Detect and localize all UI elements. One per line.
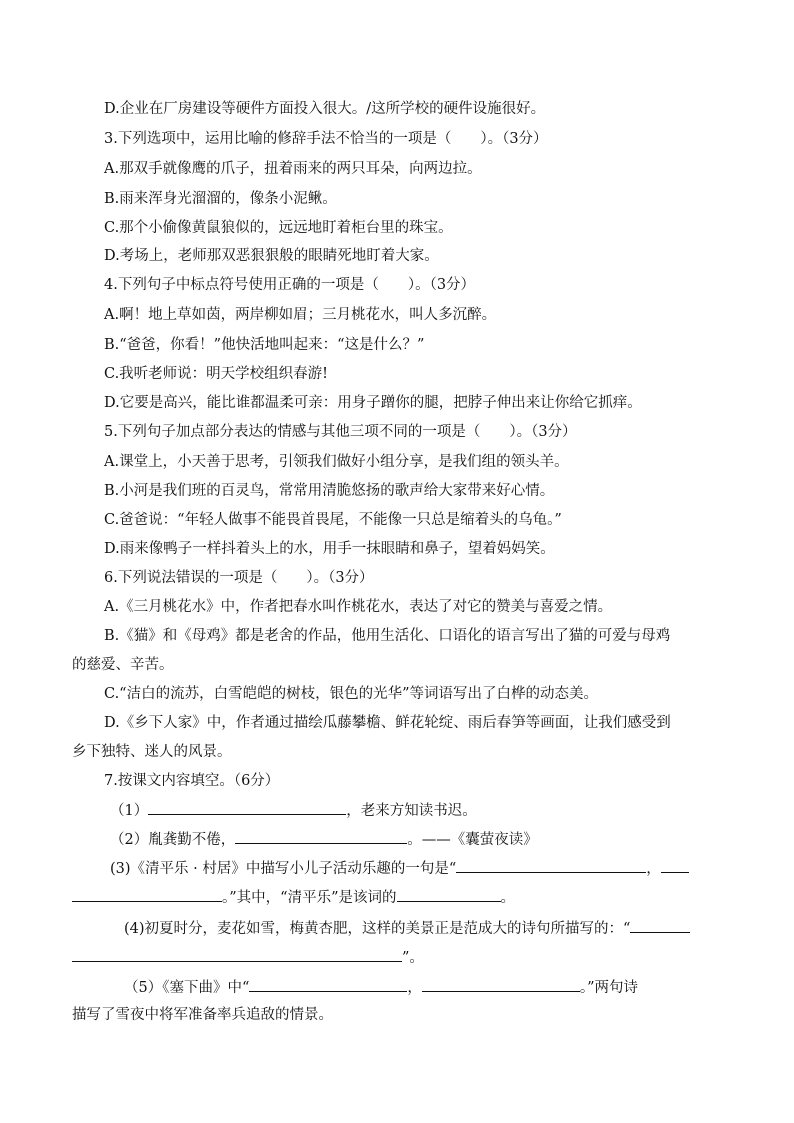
question-5: 5.下列句子加点部分表达的情感与其他三项不同的一项是（ ）。（3分） [104, 424, 577, 440]
fill-3-mid: 。”其中，“清平乐”是该词的 [222, 890, 397, 906]
option-a-q3: A.那双手就像鹰的爪子，扭着雨来的两只耳朵，向两边拉。 [104, 161, 482, 177]
answer-blank-4a[interactable] [630, 918, 690, 933]
answer-blank-3b[interactable] [661, 858, 689, 873]
fill-item-3 [110, 858, 689, 879]
fill-item-3-cont [72, 887, 515, 908]
option-b-q4: B.“爸爸，你看！”他快活地叫起来：“这是什么？” [104, 337, 425, 353]
option-b-q6-cont: 的慈爱、辛苦。 [72, 657, 174, 673]
option-d-q6: D.《乡下人家》中，作者通过描绘瓜藤攀檐、鲜花轮绽、雨后春笋等画面，让我们感受到 [104, 715, 671, 731]
answer-blank-3d[interactable] [397, 887, 501, 902]
answer-blank-3c[interactable] [72, 887, 222, 902]
fill-2-prefix: （2）胤龚勤不倦， [110, 832, 236, 848]
answer-blank-2[interactable] [235, 829, 407, 844]
option-c-q6: C.“洁白的流苏，白雪皑皑的树枝，银色的光华”等词语写出了白桦的动态美。 [104, 686, 599, 702]
question-6: 6.下列说法错误的一项是（ ）。（3分） [104, 570, 374, 586]
fill-4-text: (4)初夏时分，麦花如雪，梅黄杏肥，这样的美景正是范成大的诗句所描写的：“ [124, 921, 631, 937]
option-c-q3: C.那个小偷像黄鼠狼似的，远远地盯着柜台里的珠宝。 [104, 220, 453, 236]
option-b-q6: B.《猫》和《母鸡》都是老舍的作品，他用生活化、口语化的语言写出了猫的可爱与母鸡 [104, 628, 671, 644]
fill-item-5-cont: 描写了雪夜中将军准备率兵追敌的情景。 [72, 1007, 333, 1023]
option-a-q4: A.啊！地上草如茵，两岸柳如眉；三月桃花水，叫人多沉醉。 [104, 307, 497, 323]
fill-5-comma: ， [407, 980, 422, 996]
fill-item-4-cont [72, 947, 424, 968]
fill-5-prefix: （5）《塞下曲》中“ [124, 980, 250, 996]
question-4: 4.下列句子中标点符号使用正确的一项是（ ）。（3分） [104, 277, 476, 293]
fill-4-end: ”。 [402, 950, 424, 966]
option-d-q3: D.考场上，老师那双恶狠狠般的眼睛死地盯着大家。 [104, 248, 439, 264]
fill-1-prefix: （1） [110, 803, 149, 819]
fill-item-1 [110, 800, 477, 821]
option-d-q2: D.企业在厂房建设等硬件方面投入很大。/这所学校的硬件设施很好。 [104, 101, 546, 117]
answer-blank-4b[interactable] [72, 947, 402, 962]
fill-item-4 [124, 918, 690, 939]
fill-3-end: 。 [500, 890, 515, 906]
option-c-q4: C.我听老师说：明天学校组织春游! [104, 366, 329, 382]
fill-1-suffix: ，老来方知读书迟。 [346, 803, 477, 819]
question-3: 3.下列选项中，运用比喻的修辞手法不恰当的一项是（ ）。（3分） [104, 131, 548, 147]
answer-blank-3a[interactable] [456, 858, 646, 873]
option-d-q5: D.雨来像鸭子一样抖着头上的水，用手一抹眼睛和鼻子，望着妈妈笑。 [104, 541, 555, 557]
fill-3-prefix: (3)《清平乐 · 村居》中描写小儿子活动乐趣的一句是“ [110, 861, 457, 877]
option-d-q6-cont: 乡下独特、迷人的风景。 [72, 744, 232, 760]
option-a-q6: A.《三月桃花水》中，作者把春水叫作桃花水，表达了对它的赞美与喜爱之情。 [104, 599, 613, 615]
option-c-q5: C.爸爸说：“年轻人做事不能畏首畏尾，不能像一只总是缩着头的乌龟。” [104, 512, 562, 528]
fill-2-suffix: 。——《囊萤夜读》 [407, 832, 538, 848]
fill-5-suffix: 。”两句诗 [579, 980, 639, 996]
fill-3-comma: ， [646, 861, 661, 877]
option-d-q4: D.它要是高兴，能比谁都温柔可亲：用身子蹭你的腿，把脖子伸出来让你给它抓痒。 [104, 395, 642, 411]
fill-item-2 [110, 829, 538, 850]
answer-blank-1[interactable] [148, 800, 346, 815]
option-a-q5: A.课堂上，小天善于思考，引领我们做好小组分享，是我们组的领头羊。 [104, 454, 569, 470]
option-b-q5: B.小河是我们班的百灵鸟，常常用清脆悠扬的歌声给大家带来好心情。 [104, 483, 555, 499]
question-7: 7.按课文内容填空。（6分） [104, 773, 280, 789]
fill-item-5 [124, 977, 638, 998]
answer-blank-5b[interactable] [422, 977, 580, 992]
option-b-q3: B.雨来浑身光溜溜的，像条小泥鳅。 [104, 191, 337, 207]
answer-blank-5a[interactable] [249, 977, 407, 992]
